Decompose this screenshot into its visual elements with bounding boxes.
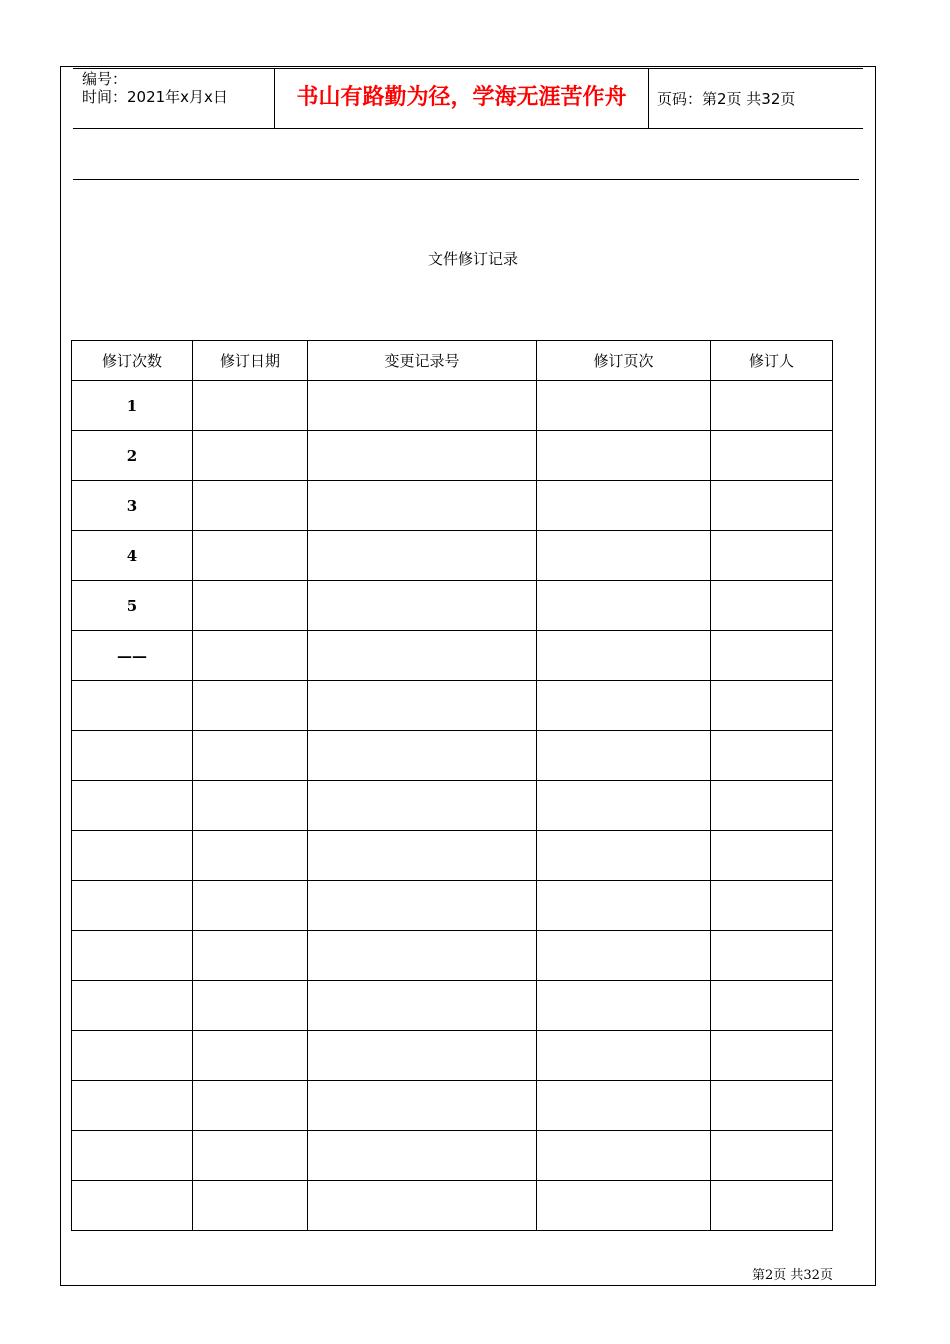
cell-change-record-no — [308, 731, 537, 781]
cell-revision-count: 2 — [72, 431, 193, 481]
cell-change-record-no — [308, 1181, 537, 1231]
cell-revision-count — [72, 781, 193, 831]
cell-change-record-no — [308, 631, 537, 681]
table-row — [72, 731, 833, 781]
cell-revision-count — [72, 1131, 193, 1181]
cell-revision-count — [72, 981, 193, 1031]
cell-reviser — [711, 931, 833, 981]
cell-revision-date — [193, 481, 308, 531]
cell-change-record-no — [308, 981, 537, 1031]
cell-reviser — [711, 731, 833, 781]
cell-reviser — [711, 481, 833, 531]
column-header-revised-pages: 修订页次 — [537, 341, 711, 381]
separator-line — [73, 179, 859, 180]
cell-change-record-no — [308, 931, 537, 981]
table-row — [72, 981, 833, 1031]
table-row — [72, 831, 833, 881]
cell-revised-pages — [537, 931, 711, 981]
table-row — [72, 881, 833, 931]
header-top-rule — [73, 68, 863, 69]
cell-revision-count — [72, 1081, 193, 1131]
cell-revision-date — [193, 681, 308, 731]
cell-change-record-no — [308, 1081, 537, 1131]
cell-reviser — [711, 681, 833, 731]
cell-revision-date — [193, 431, 308, 481]
cell-revision-count — [72, 1031, 193, 1081]
cell-revision-date — [193, 1181, 308, 1231]
cell-revised-pages — [537, 1181, 711, 1231]
cell-change-record-no — [308, 881, 537, 931]
cell-revision-date — [193, 631, 308, 681]
cell-change-record-no — [308, 581, 537, 631]
cell-revision-date — [193, 831, 308, 881]
table-row — [72, 581, 833, 631]
cell-reviser — [711, 981, 833, 1031]
table-row — [72, 1131, 833, 1181]
cell-change-record-no — [308, 1031, 537, 1081]
cell-revision-count: 1 — [72, 381, 193, 431]
table-header-row — [72, 341, 833, 381]
cell-revision-date — [193, 531, 308, 581]
cell-revised-pages — [537, 381, 711, 431]
cell-revision-count — [72, 831, 193, 881]
cell-change-record-no — [308, 431, 537, 481]
cell-revision-date — [193, 581, 308, 631]
cell-revision-count — [72, 681, 193, 731]
cell-revised-pages — [537, 981, 711, 1031]
cell-reviser — [711, 1181, 833, 1231]
revision-table — [71, 340, 833, 1231]
cell-change-record-no — [308, 481, 537, 531]
column-header-revision-date: 修订日期 — [193, 341, 308, 381]
table-row — [72, 431, 833, 481]
cell-revision-count — [72, 881, 193, 931]
cell-revision-count — [72, 1181, 193, 1231]
date-label: 时间：2021年x月x日 — [82, 88, 228, 106]
header-bottom-rule — [73, 128, 863, 129]
table-row — [72, 1181, 833, 1231]
table-row — [72, 381, 833, 431]
cell-revised-pages — [537, 681, 711, 731]
cell-revised-pages — [537, 1081, 711, 1131]
cell-change-record-no — [308, 531, 537, 581]
cell-revision-date — [193, 1131, 308, 1181]
column-header-change-record-no: 变更记录号 — [308, 341, 537, 381]
table-row — [72, 531, 833, 581]
serial-number-label: 编号： — [82, 70, 128, 88]
cell-revision-count: —— — [72, 631, 193, 681]
table-row — [72, 631, 833, 681]
cell-revision-count — [72, 731, 193, 781]
cell-reviser — [711, 781, 833, 831]
cell-revision-count: 4 — [72, 531, 193, 581]
column-header-reviser: 修订人 — [711, 341, 833, 381]
cell-revised-pages — [537, 881, 711, 931]
table-row — [72, 681, 833, 731]
cell-change-record-no — [308, 831, 537, 881]
cell-revision-date — [193, 881, 308, 931]
cell-reviser — [711, 1131, 833, 1181]
cell-reviser — [711, 881, 833, 931]
cell-reviser — [711, 581, 833, 631]
cell-revision-date — [193, 1081, 308, 1131]
table-row — [72, 1031, 833, 1081]
cell-revision-date — [193, 381, 308, 431]
footer-page-number: 第2页 共32页 — [752, 1268, 833, 1283]
cell-revised-pages — [537, 781, 711, 831]
cell-revised-pages — [537, 1131, 711, 1181]
cell-revision-date — [193, 981, 308, 1031]
cell-revised-pages — [537, 431, 711, 481]
cell-revision-date — [193, 931, 308, 981]
table-row — [72, 781, 833, 831]
cell-reviser — [711, 1081, 833, 1131]
cell-revision-date — [193, 731, 308, 781]
cell-reviser — [711, 531, 833, 581]
document-title: 文件修订记录 — [427, 250, 518, 268]
header-motto: 书山有路勤为径，学海无涯苦作舟 — [296, 85, 627, 110]
cell-reviser — [711, 431, 833, 481]
table-row — [72, 931, 833, 981]
cell-revised-pages — [537, 731, 711, 781]
cell-revised-pages — [537, 531, 711, 581]
cell-change-record-no — [308, 781, 537, 831]
header-page-number: 页码：第2页 共32页 — [657, 90, 796, 108]
cell-revision-count — [72, 931, 193, 981]
cell-revision-count: 5 — [72, 581, 193, 631]
cell-reviser — [711, 1031, 833, 1081]
cell-reviser — [711, 631, 833, 681]
table-body — [72, 381, 833, 1231]
cell-reviser — [711, 381, 833, 431]
cell-revised-pages — [537, 481, 711, 531]
cell-reviser — [711, 831, 833, 881]
table-row — [72, 481, 833, 531]
cell-revision-count: 3 — [72, 481, 193, 531]
table-row — [72, 1081, 833, 1131]
cell-revised-pages — [537, 1031, 711, 1081]
cell-revised-pages — [537, 631, 711, 681]
header-divider-right — [648, 68, 649, 129]
cell-revision-date — [193, 1031, 308, 1081]
cell-revision-date — [193, 781, 308, 831]
cell-change-record-no — [308, 381, 537, 431]
cell-revised-pages — [537, 581, 711, 631]
column-header-revision-count: 修订次数 — [72, 341, 193, 381]
cell-change-record-no — [308, 1131, 537, 1181]
cell-change-record-no — [308, 681, 537, 731]
cell-revised-pages — [537, 831, 711, 881]
